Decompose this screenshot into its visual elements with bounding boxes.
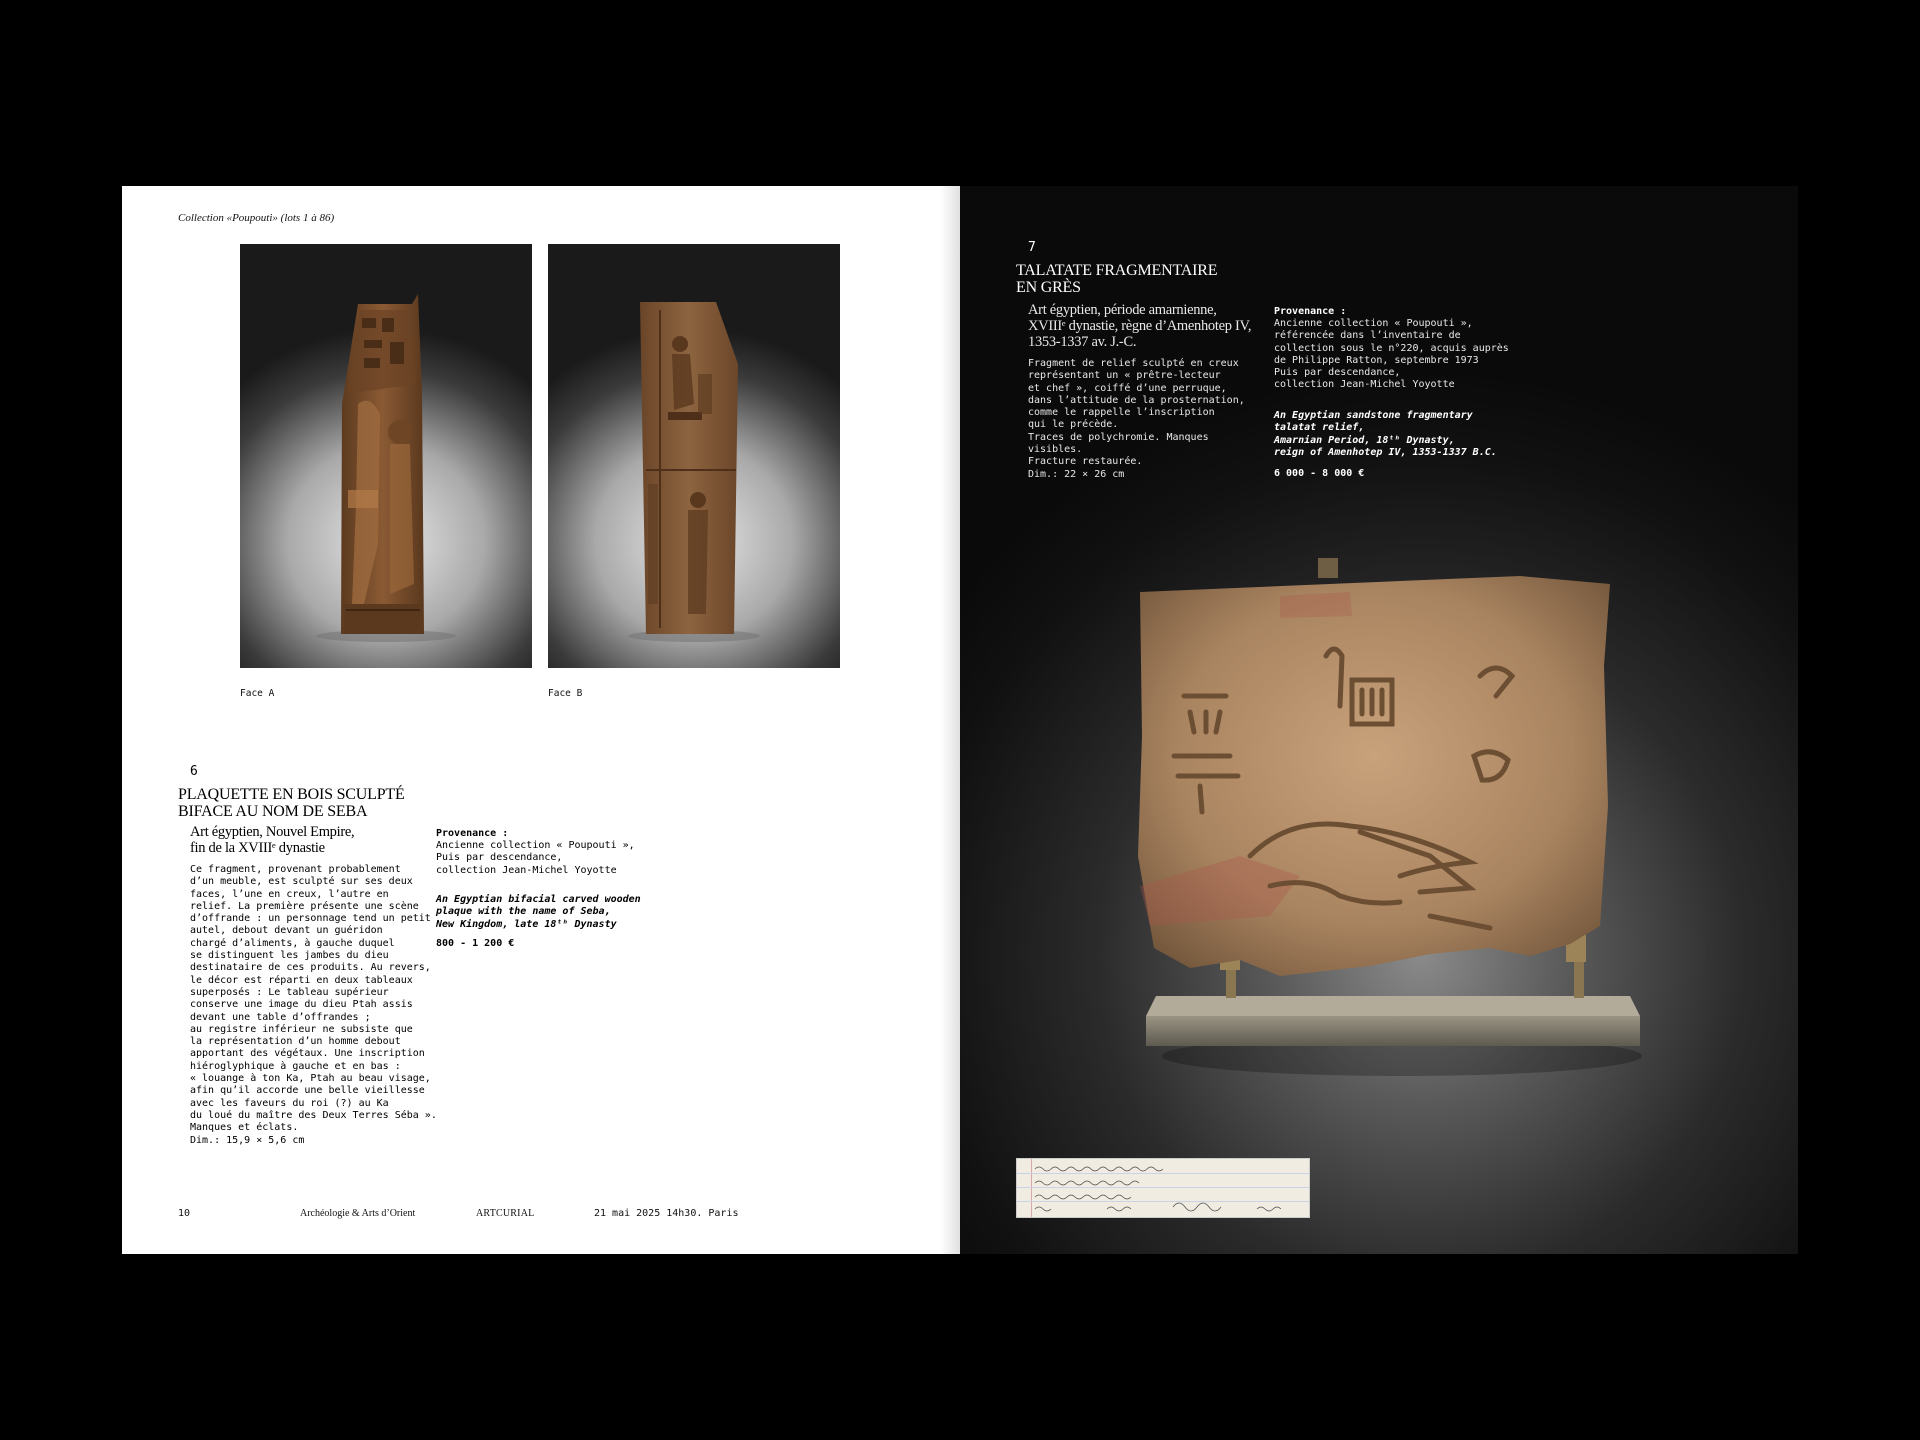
- lot-7-title-line-1: TALATATE FRAGMENTAIRE: [1016, 262, 1218, 279]
- lot-7-subtitle-line-2: XVIIIᵉ dynastie, règne d’Amenhotep IV,: [1028, 318, 1252, 334]
- right-page: [960, 186, 1798, 1254]
- wood-plaque-face-a-image: [240, 244, 532, 668]
- lot-7-subtitle-line-1: Art égyptien, période amarnienne,: [1028, 302, 1217, 318]
- talatat-relief-image: [1130, 556, 1670, 1096]
- handwriting-scribble: [1017, 1159, 1309, 1217]
- wood-plaque-face-b-image: [548, 244, 840, 668]
- lot-title-line-2: BIFACE AU NOM DE SEBA: [178, 803, 368, 820]
- left-page: [122, 186, 960, 1254]
- lot-7-provenance-title: Provenance :: [1274, 306, 1347, 317]
- lot-7-description: Fragment de relief sculpté en creux représentant un « prêtre-lecteur et chef », coiffé d’une perruque, dans l’attitude de la prosternation, comme le rappelle l’inscription qui le précède. Traces de polychromie. Manques visibles. Fracture restaurée. Dim.: 22 × 26 cm: [1028, 358, 1245, 480]
- gutter-shadow: [940, 186, 960, 1254]
- lot-title-line-1: PLAQUETTE EN BOIS SCULPTÉ: [178, 786, 405, 803]
- estimate: 800 - 1 200 €: [436, 938, 515, 949]
- footer-brand: ARTCURIAL: [476, 1208, 535, 1219]
- footer-page-number: 10: [178, 1208, 191, 1219]
- running-head: Collection «Poupouti» (lots 1 à 86): [178, 212, 335, 224]
- lot-number: 6: [190, 764, 198, 779]
- lot-subtitle-line-1: Art égyptien, Nouvel Empire,: [190, 824, 355, 840]
- lot-description: Ce fragment, provenant probablement d’un meuble, est sculpté sur ses deux faces, l’une en creux, l’autre en relief. La première présente une scène d’offrande : un personnage tend un petit autel, debout devant un guéridon chargé d’aliments, à gauche duquel se distinguent les jambes du dieu destinataire de ces produits. Au revers, le décor est réparti en deux tableaux superposés : Le tableau supérieur conserve une image du dieu Ptah assis devant une table d’offrandes ; au registre inférieur ne subsiste que la représentation d’un homme debout apportant des végétaux. Une inscription hiéroglyphique à gauche et en bas : « louange à ton Ka, Ptah au beau visage, afin qu’il accorde une belle vieillesse avec les faveurs du roi (?) au Ka du loué du maître des Deux Terres Séba ». Manques et éclats. Dim.: 15,9 × 5,6 cm: [190, 864, 437, 1146]
- caption-face-b: Face B: [548, 688, 583, 699]
- inventory-note-image: [1016, 1158, 1310, 1218]
- lot-7-title-line-2: EN GRÈS: [1016, 279, 1081, 296]
- lot-7-subtitle-line-3: 1353-1337 av. J.-C.: [1028, 334, 1137, 350]
- provenance-text: Ancienne collection « Poupouti », Puis par descendance, collection Jean-Michel Yoyotte: [436, 840, 635, 876]
- lot-subtitle-line-2: fin de la XVIIIᵉ dynastie: [190, 840, 325, 856]
- photo-face-a: [240, 244, 532, 668]
- lot-7-provenance-text: Ancienne collection « Poupouti », référencée dans l’inventaire de collection sous le n°220, acquis auprès de Philippe Ratton, septembre 1973 Puis par descendance, collection Jean-Michel Yoyotte: [1274, 318, 1509, 391]
- footer-section: Archéologie & Arts d’Orient: [300, 1208, 416, 1219]
- provenance-title: Provenance :: [436, 828, 509, 839]
- lot-7-english-description: An Egyptian sandstone fragmentary talatat relief, Amarnian Period, 18ᵗʰ Dynasty, reign of Amenhotep IV, 1353-1337 B.C.: [1274, 410, 1497, 458]
- caption-face-a: Face A: [240, 688, 275, 699]
- lot-number-7: 7: [1028, 240, 1036, 255]
- lot-7-estimate: 6 000 - 8 000 €: [1274, 468, 1365, 479]
- photo-face-b: [548, 244, 840, 668]
- english-description: An Egyptian bifacial carved wooden plaque with the name of Seba, New Kingdom, late 18ᵗʰ Dynasty: [436, 894, 641, 930]
- footer-date: 21 mai 2025 14h30. Paris: [594, 1208, 739, 1219]
